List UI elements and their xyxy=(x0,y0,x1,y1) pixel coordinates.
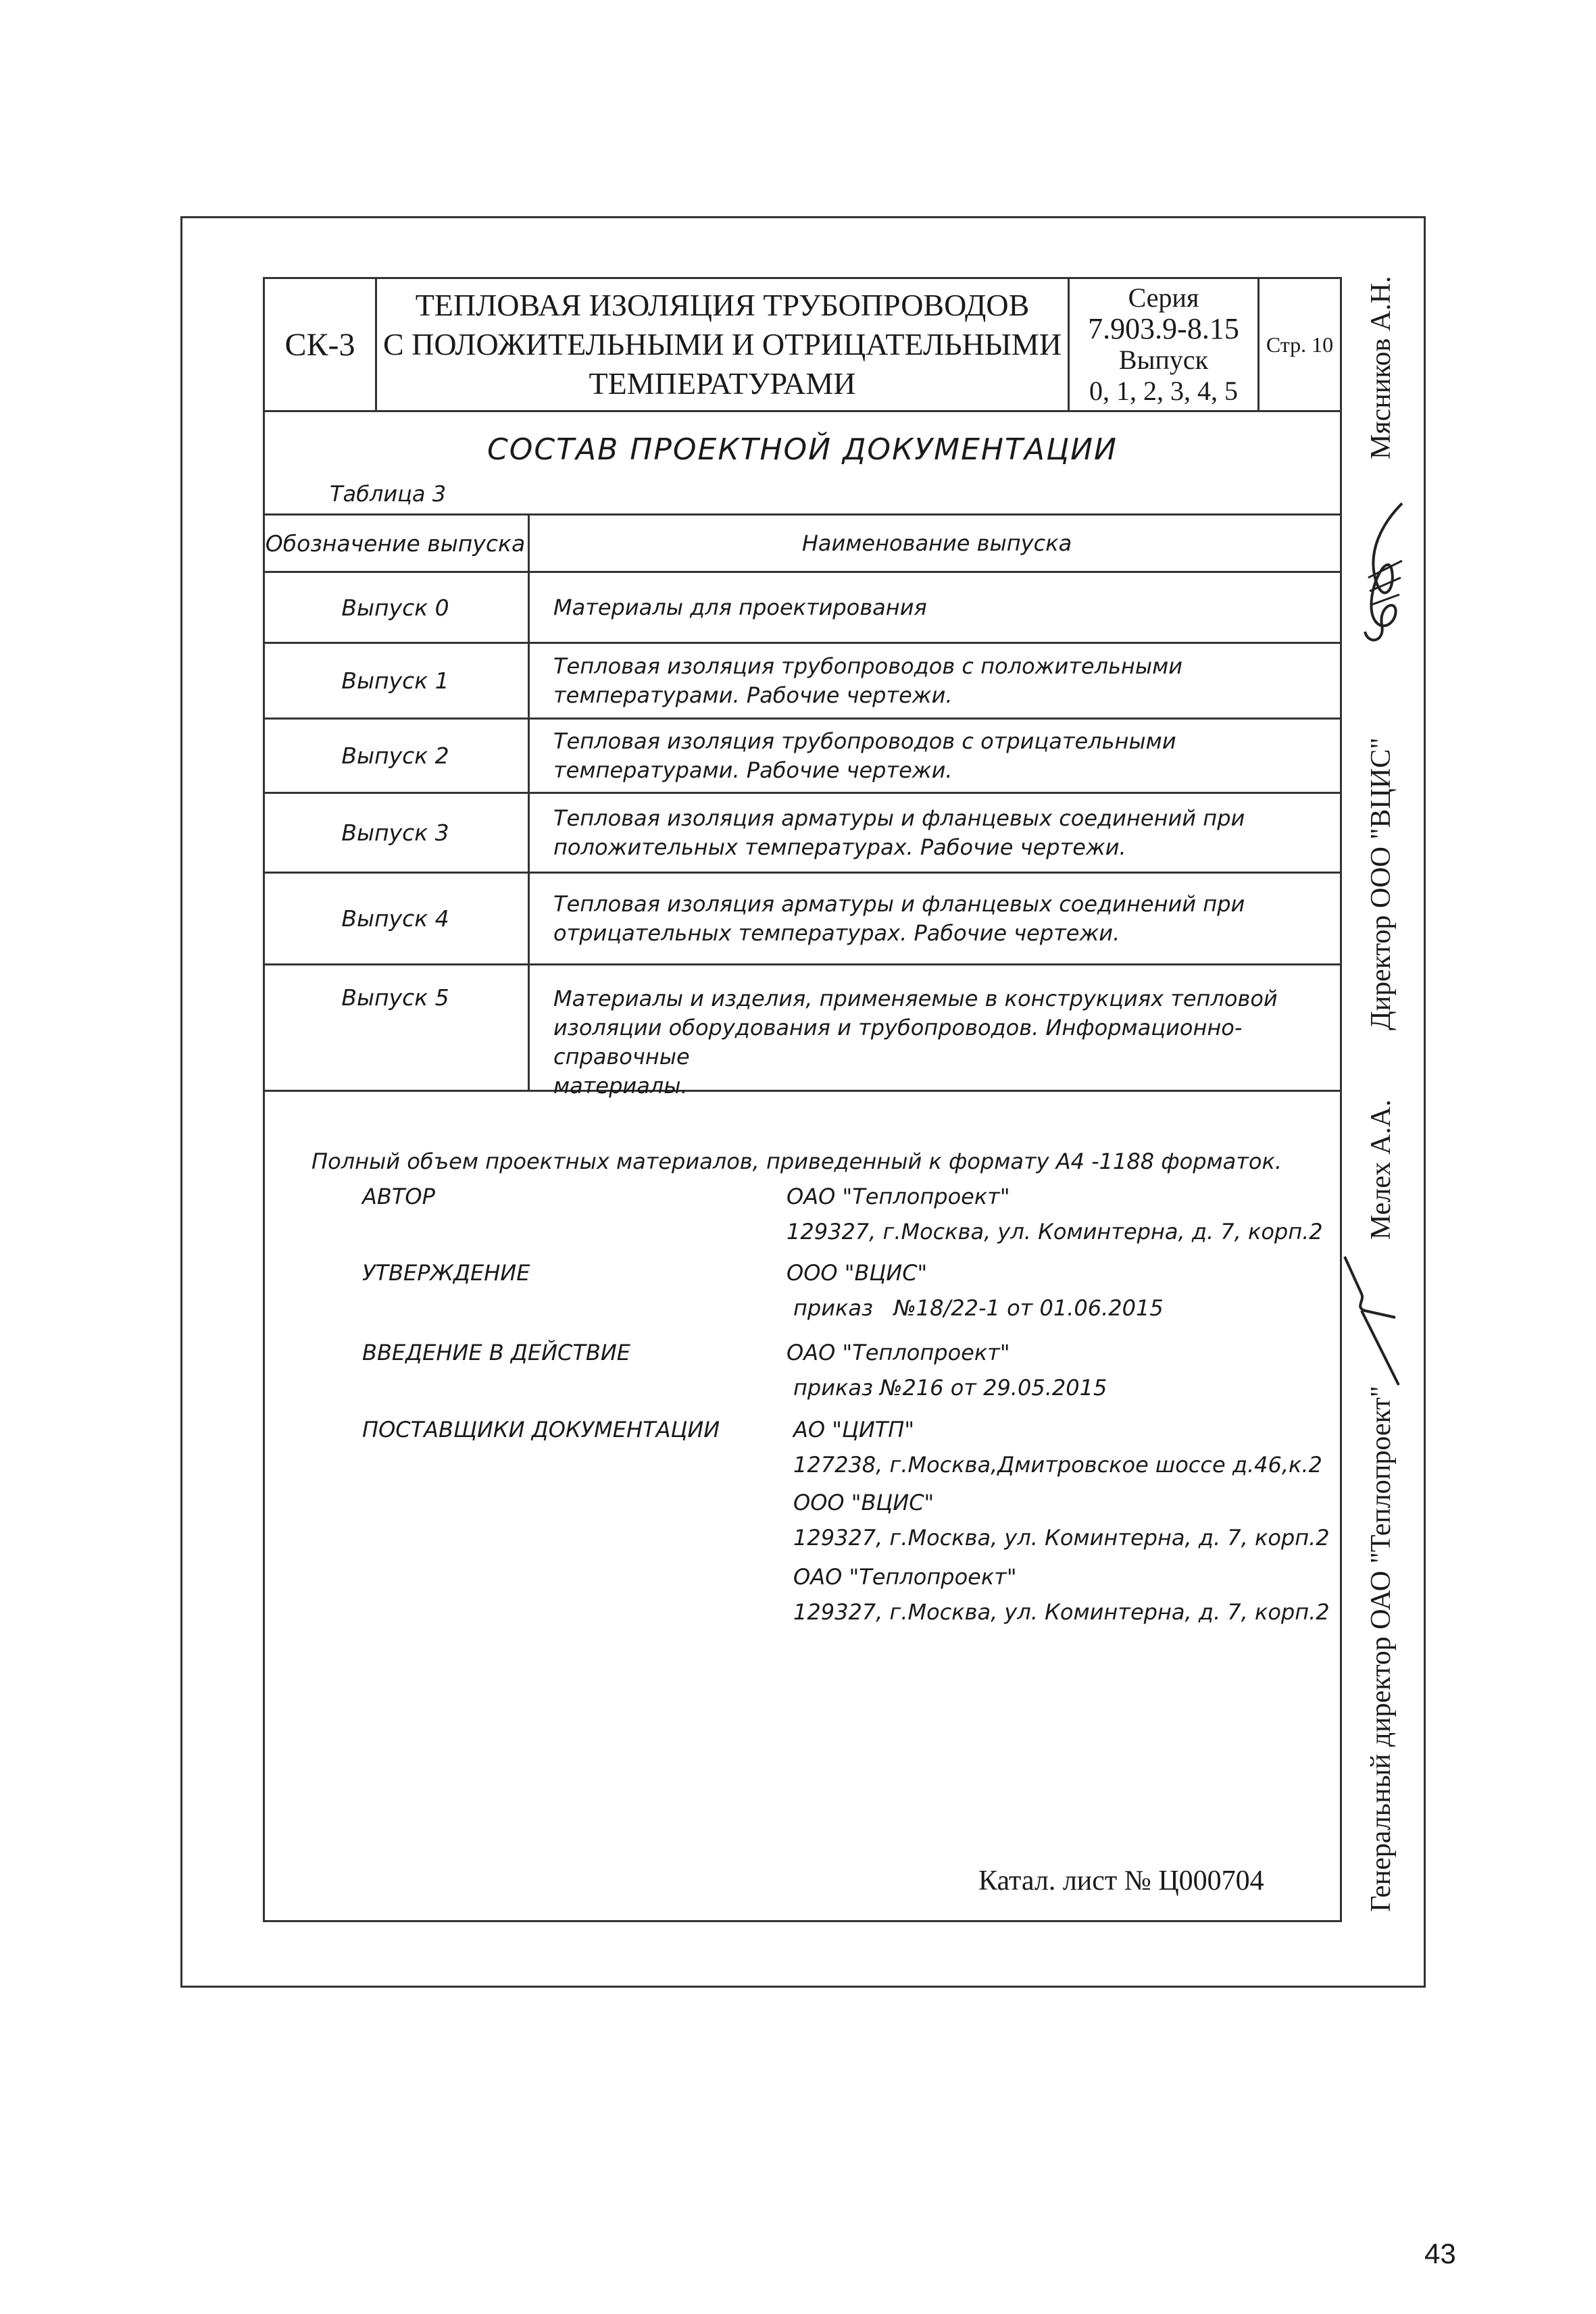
series-block xyxy=(1070,279,1257,410)
approval-org: ООО "ВЦИС" xyxy=(787,1260,928,1286)
document-title xyxy=(377,279,1068,410)
supplier-address: 127238, г.Москва,Дмитровское шоссе д.46,к.2 xyxy=(793,1452,1322,1478)
total-volume: Полный объем проектных материалов, приведенный к формату А4 -1188 форматок. xyxy=(311,1149,1282,1174)
issue-id: Выпуск 4 xyxy=(263,874,530,963)
page-number: 43 xyxy=(1424,2238,1456,2269)
approval-order: приказ №18/22-1 от 01.06.2015 xyxy=(793,1295,1164,1321)
author-label: АВТОР xyxy=(362,1184,435,1209)
signature-image xyxy=(1335,1243,1409,1392)
page-label: Стр. 10 xyxy=(1266,332,1334,357)
issue-name: Тепловая изоляция арматуры и фланцевых соединений при положительных температурах. Рабочие чертежи. xyxy=(553,805,1245,860)
series-value: 7.903.9-8.15 xyxy=(1088,312,1239,345)
approval-label: УТВЕРЖДЕНИЕ xyxy=(362,1260,530,1286)
column-header: Обозначение выпуска xyxy=(263,515,530,571)
table-row xyxy=(263,963,1342,1099)
table-row xyxy=(263,718,1342,792)
table-row xyxy=(263,872,1342,963)
table-header-row xyxy=(263,513,1342,571)
series-label: Серия xyxy=(1128,282,1199,313)
issue-name: Материалы и изделия, применяемые в конструкциях тепловой изоляции оборудования и трубопроводов. Информационно-справочные материалы. xyxy=(553,986,1278,1099)
issue-name: Тепловая изоляция арматуры и фланцевых соединений при отрицательных температурах. Рабочие чертежи. xyxy=(553,890,1245,946)
enactment-order: приказ №216 от 29.05.2015 xyxy=(793,1375,1107,1401)
table-row xyxy=(263,642,1342,718)
table-label: Таблица 3 xyxy=(330,481,447,507)
issue-label: Выпуск xyxy=(1118,345,1209,375)
stamp-bottom-line xyxy=(265,410,1340,412)
table-row xyxy=(263,792,1342,872)
issue-id: Выпуск 0 xyxy=(263,573,530,642)
title-line: ТЕМПЕРАТУРАМИ xyxy=(589,366,856,401)
supplier-org: ООО "ВЦИС" xyxy=(793,1490,934,1515)
issue-id: Выпуск 3 xyxy=(263,794,530,872)
issue-name: Тепловая изоляция трубопроводов с положительными температурами. Рабочие чертежи. xyxy=(553,653,1183,708)
suppliers-label: ПОСТАВЩИКИ ДОКУМЕНТАЦИИ xyxy=(362,1417,720,1442)
author-org: ОАО "Теплопроект" xyxy=(787,1184,1010,1209)
document-code: СК-3 xyxy=(284,326,355,363)
title-line: С ПОЛОЖИТЕЛЬНЫМИ И ОТРИЦАТЕЛЬНЫМИ xyxy=(382,327,1062,361)
issue-name: Материалы для проектирования xyxy=(553,594,927,620)
page-title: СОСТАВ ПРОЕКТНОЙ ДОКУМЕНТАЦИИ xyxy=(487,432,1118,467)
signer-name: Мелех А.А. xyxy=(1366,1099,1397,1240)
supplier-address: 129327, г.Москва, ул. Коминтерна, д. 7, корп.2 xyxy=(793,1599,1330,1625)
signer-title: Директор ООО "ВЦИС" xyxy=(1366,737,1397,1030)
issue-id: Выпуск 1 xyxy=(263,644,530,718)
signer-name: Мясников А.Н. xyxy=(1366,276,1397,459)
issue-id: Выпуск 2 xyxy=(263,720,530,792)
enactment-org: ОАО "Теплопроект" xyxy=(787,1340,1010,1365)
signer-title: Генеральный директор ОАО "Теплопроект" xyxy=(1366,1386,1397,1912)
supplier-org: ОАО "Теплопроект" xyxy=(793,1564,1017,1590)
author-address: 129327, г.Москва, ул. Коминтерна, д. 7, корп.2 xyxy=(787,1219,1323,1244)
table-row xyxy=(263,571,1342,642)
supplier-address: 129327, г.Москва, ул. Коминтерна, д. 7, корп.2 xyxy=(793,1525,1330,1551)
issue-value: 0, 1, 2, 3, 4, 5 xyxy=(1089,376,1238,406)
column-header: Наименование выпуска xyxy=(801,530,1072,556)
signature-image xyxy=(1355,497,1416,652)
enactment-label: ВВЕДЕНИЕ В ДЕЙСТВИЕ xyxy=(362,1340,631,1365)
title-line: ТЕПЛОВАЯ ИЗОЛЯЦИЯ ТРУБОПРОВОДОВ xyxy=(415,288,1030,322)
issue-id: Выпуск 5 xyxy=(263,965,530,1090)
issue-name: Тепловая изоляция трубопроводов с отрицательными температурами. Рабочие чертежи. xyxy=(553,728,1176,783)
catalog-sheet-number: Катал. лист № Ц000704 xyxy=(978,1865,1264,1896)
supplier-org: АО "ЦИТП" xyxy=(793,1417,915,1442)
